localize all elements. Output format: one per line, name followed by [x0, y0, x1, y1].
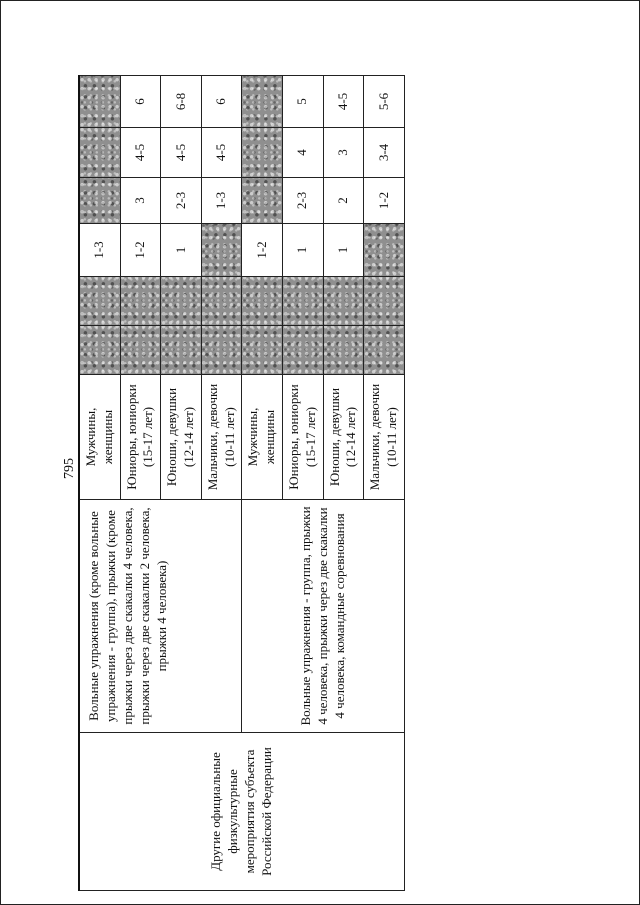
place-cell: 4-5: [120, 128, 161, 178]
age-group-cell: Юноши, девушки (12-14 лет): [323, 375, 364, 500]
place-cell: 3: [323, 128, 364, 178]
place-cell-shaded: [242, 277, 283, 326]
place-cell: 1-3: [201, 178, 242, 224]
place-cell: 4-5: [323, 76, 364, 128]
place-cell-shaded: [79, 128, 120, 178]
place-cell: 1: [283, 224, 324, 277]
age-group-cell: Мальчики, девочки (10-11 лет): [364, 375, 405, 500]
place-cell: 1: [161, 224, 202, 277]
place-cell: 5: [283, 76, 324, 128]
place-cell: 1-2: [242, 224, 283, 277]
table-row: [79, 76, 120, 891]
place-cell: 4: [283, 128, 324, 178]
place-cell: 3-4: [364, 128, 405, 178]
place-cell-shaded: [120, 277, 161, 326]
place-cell: 6-8: [161, 76, 202, 128]
place-cell: 1-2: [364, 178, 405, 224]
place-cell-shaded: [364, 277, 405, 326]
place-cell: 1-3: [79, 224, 120, 277]
place-cell-shaded: [79, 277, 120, 326]
place-cell-shaded: [79, 326, 120, 375]
place-cell: 2-3: [283, 178, 324, 224]
place-cell-shaded: [242, 178, 283, 224]
place-cell-shaded: [364, 326, 405, 375]
place-cell-shaded: [201, 224, 242, 277]
age-group-cell: Мужчины, женщины: [79, 375, 120, 500]
event-cell: Другие официальные физкультурные мероприятия субъекта Российской Федерации: [79, 733, 405, 891]
place-cell-shaded: [242, 76, 283, 128]
place-cell-shaded: [242, 128, 283, 178]
age-group-cell: Мужчины, женщины: [242, 375, 283, 500]
age-group-cell: Юниоры, юниорки (15-17 лет): [283, 375, 324, 500]
place-cell-shaded: [283, 326, 324, 375]
place-cell-shaded: [283, 277, 324, 326]
place-cell: 6: [120, 76, 161, 128]
place-cell: 4-5: [161, 128, 202, 178]
place-cell-shaded: [201, 326, 242, 375]
place-cell-shaded: [79, 178, 120, 224]
place-cell-shaded: [161, 326, 202, 375]
discipline-cell: Вольные упражнения (кроме вольные упражнения - группа), прыжки (кроме прыжки через две скакалки 4 человека, прыжки через две скакалки 2 человека, прыжки 4 человека): [79, 500, 242, 733]
place-cell: 5-6: [364, 76, 405, 128]
place-cell: 4-5: [201, 128, 242, 178]
place-cell-shaded: [201, 277, 242, 326]
place-cell: 2: [323, 178, 364, 224]
rotated-page: [64, 76, 405, 891]
ranking-table: [78, 75, 405, 891]
place-cell-shaded: [323, 326, 364, 375]
place-cell: 1-2: [120, 224, 161, 277]
place-cell: 2-3: [161, 178, 202, 224]
place-cell-shaded: [79, 76, 120, 128]
place-cell: 1: [323, 224, 364, 277]
place-cell-shaded: [364, 224, 405, 277]
place-cell-shaded: [323, 277, 364, 326]
place-cell: 6: [201, 76, 242, 128]
place-cell-shaded: [120, 326, 161, 375]
age-group-cell: Юноши, девушки (12-14 лет): [161, 375, 202, 500]
place-cell-shaded: [242, 326, 283, 375]
discipline-cell: Вольные упражнения - группа, прыжки 4 человека, прыжки через две скакалки 4 человека, командные соревнования: [242, 500, 405, 733]
age-group-cell: Юниоры, юниорки (15-17 лет): [120, 375, 161, 500]
age-group-cell: Мальчики, девочки (10-11 лет): [201, 375, 242, 500]
place-cell-shaded: [161, 277, 202, 326]
page-number: 795: [62, 458, 77, 479]
place-cell: 3: [120, 178, 161, 224]
